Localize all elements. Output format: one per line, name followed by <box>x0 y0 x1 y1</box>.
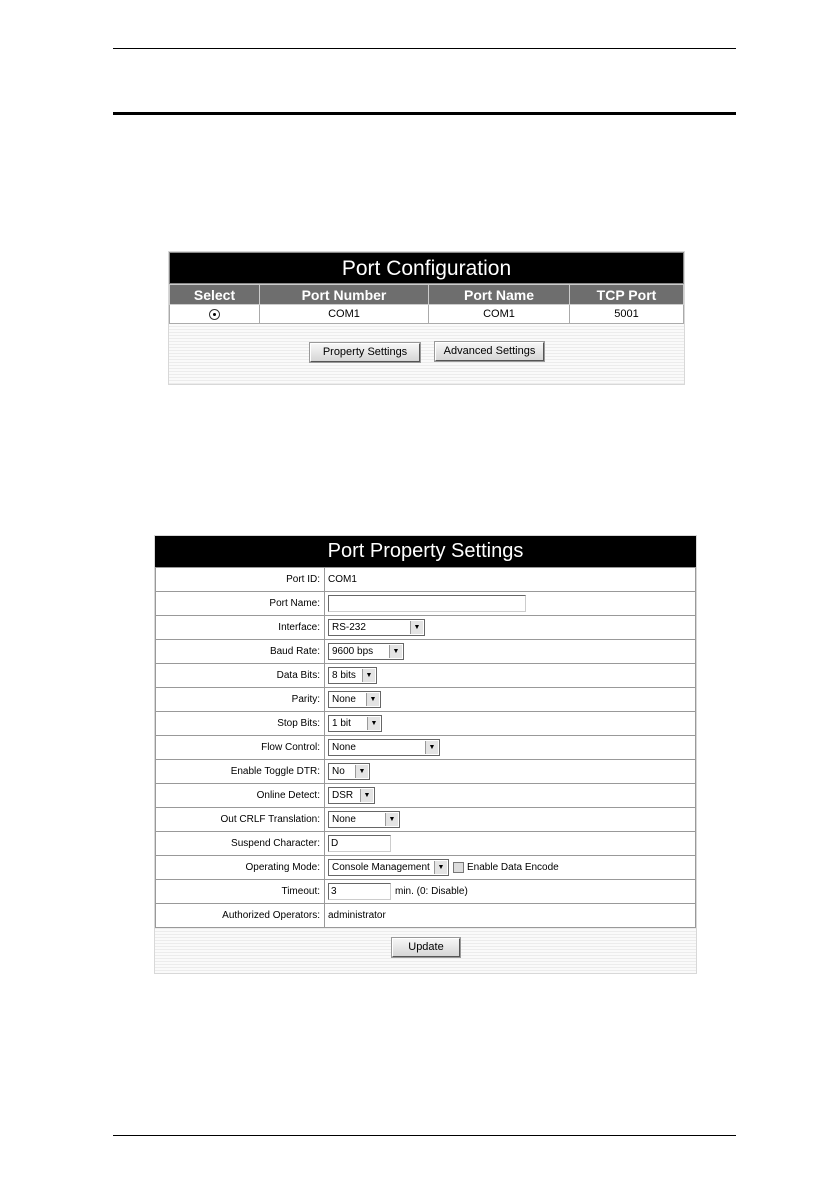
row-enable-toggle-dtr <box>156 760 696 784</box>
chevron-down-icon: ▼ <box>362 669 375 682</box>
parity-value: None <box>332 694 356 705</box>
authorized-operators-label: Authorized Operators: <box>156 904 325 928</box>
operating-mode-select[interactable] <box>328 859 449 876</box>
enable-data-encode-checkbox[interactable] <box>453 862 464 873</box>
column-header-tcp-port: TCP Port <box>570 285 684 305</box>
stop-bits-label: Stop Bits: <box>156 712 325 736</box>
row-stop-bits <box>156 712 696 736</box>
suspend-character-label: Suspend Character: <box>156 832 325 856</box>
stop-bits-value: 1 bit <box>332 718 351 729</box>
out-crlf-translation-value: None <box>332 814 356 825</box>
row-suspend-character <box>156 832 696 856</box>
port-name-label: Port Name: <box>156 592 325 616</box>
enable-data-encode-label: Enable Data Encode <box>467 862 559 873</box>
enable-toggle-dtr-select[interactable] <box>328 763 370 780</box>
chevron-down-icon: ▼ <box>425 741 438 754</box>
tcp-port-cell: 5001 <box>570 305 684 324</box>
data-bits-value: 8 bits <box>332 670 356 681</box>
row-port-name <box>156 592 696 616</box>
interface-value: RS-232 <box>332 622 366 633</box>
online-detect-value: DSR <box>332 790 354 801</box>
column-header-select: Select <box>170 285 260 305</box>
chevron-down-icon: ▼ <box>360 789 373 802</box>
header-thick-rule <box>113 112 736 115</box>
port-configuration-panel <box>168 251 685 385</box>
parity-select[interactable] <box>328 691 381 708</box>
baud-rate-label: Baud Rate: <box>156 640 325 664</box>
enable-toggle-dtr-label: Enable Toggle DTR: <box>156 760 325 784</box>
port-name-cell: COM1 <box>429 305 570 324</box>
chevron-down-icon: ▼ <box>367 717 380 730</box>
port-id-value: COM1 <box>325 568 696 592</box>
row-port-id <box>156 568 696 592</box>
data-bits-label: Data Bits: <box>156 664 325 688</box>
timeout-suffix: min. (0: Disable) <box>395 886 468 897</box>
row-data-bits <box>156 664 696 688</box>
timeout-input[interactable]: 3 <box>328 883 391 900</box>
online-detect-select[interactable] <box>328 787 375 804</box>
row-operating-mode <box>156 856 696 880</box>
out-crlf-translation-label: Out CRLF Translation: <box>156 808 325 832</box>
parity-label: Parity: <box>156 688 325 712</box>
update-button[interactable]: Update <box>392 938 460 957</box>
row-interface <box>156 616 696 640</box>
header-thin-rule <box>113 48 736 49</box>
footer-rule <box>113 1135 736 1136</box>
port-number-cell: COM1 <box>260 305 429 324</box>
column-header-port-name: Port Name <box>429 285 570 305</box>
baud-rate-select[interactable] <box>328 643 404 660</box>
port-configuration-title: Port Configuration <box>169 252 684 284</box>
suspend-character-input[interactable]: D <box>328 835 391 852</box>
port-select-radio[interactable] <box>209 309 220 320</box>
row-timeout <box>156 880 696 904</box>
row-authorized-operators <box>156 904 696 928</box>
flow-control-value: None <box>332 742 356 753</box>
flow-control-label: Flow Control: <box>156 736 325 760</box>
data-bits-select[interactable] <box>328 667 377 684</box>
chevron-down-icon: ▼ <box>355 765 368 778</box>
row-parity <box>156 688 696 712</box>
flow-control-select[interactable] <box>328 739 440 756</box>
property-settings-button[interactable]: Property Settings <box>310 343 420 362</box>
column-header-port-number: Port Number <box>260 285 429 305</box>
port-name-input[interactable] <box>328 595 526 612</box>
row-out-crlf-translation <box>156 808 696 832</box>
operating-mode-value: Console Management <box>332 862 430 873</box>
property-settings-table <box>155 567 696 928</box>
online-detect-label: Online Detect: <box>156 784 325 808</box>
row-online-detect <box>156 784 696 808</box>
select-cell <box>170 305 260 324</box>
chevron-down-icon: ▼ <box>389 645 402 658</box>
row-baud-rate <box>156 640 696 664</box>
enable-toggle-dtr-value: No <box>332 766 345 777</box>
chevron-down-icon: ▼ <box>366 693 379 706</box>
table-row[interactable] <box>170 305 684 324</box>
baud-rate-value: 9600 bps <box>332 646 374 657</box>
out-crlf-translation-select[interactable] <box>328 811 400 828</box>
chevron-down-icon: ▼ <box>385 813 398 826</box>
operating-mode-label: Operating Mode: <box>156 856 325 880</box>
port-id-label: Port ID: <box>156 568 325 592</box>
chevron-down-icon: ▼ <box>434 861 447 874</box>
stop-bits-select[interactable] <box>328 715 382 732</box>
port-property-settings-title: Port Property Settings <box>155 536 696 567</box>
timeout-label: Timeout: <box>156 880 325 904</box>
interface-label: Interface: <box>156 616 325 640</box>
advanced-settings-button[interactable]: Advanced Settings <box>435 342 544 361</box>
port-table-header <box>170 285 684 305</box>
chevron-down-icon: ▼ <box>410 621 423 634</box>
port-table <box>169 284 684 324</box>
interface-select[interactable] <box>328 619 425 636</box>
authorized-operators-value: administrator <box>325 904 696 928</box>
port-property-settings-panel <box>154 535 697 974</box>
row-flow-control <box>156 736 696 760</box>
